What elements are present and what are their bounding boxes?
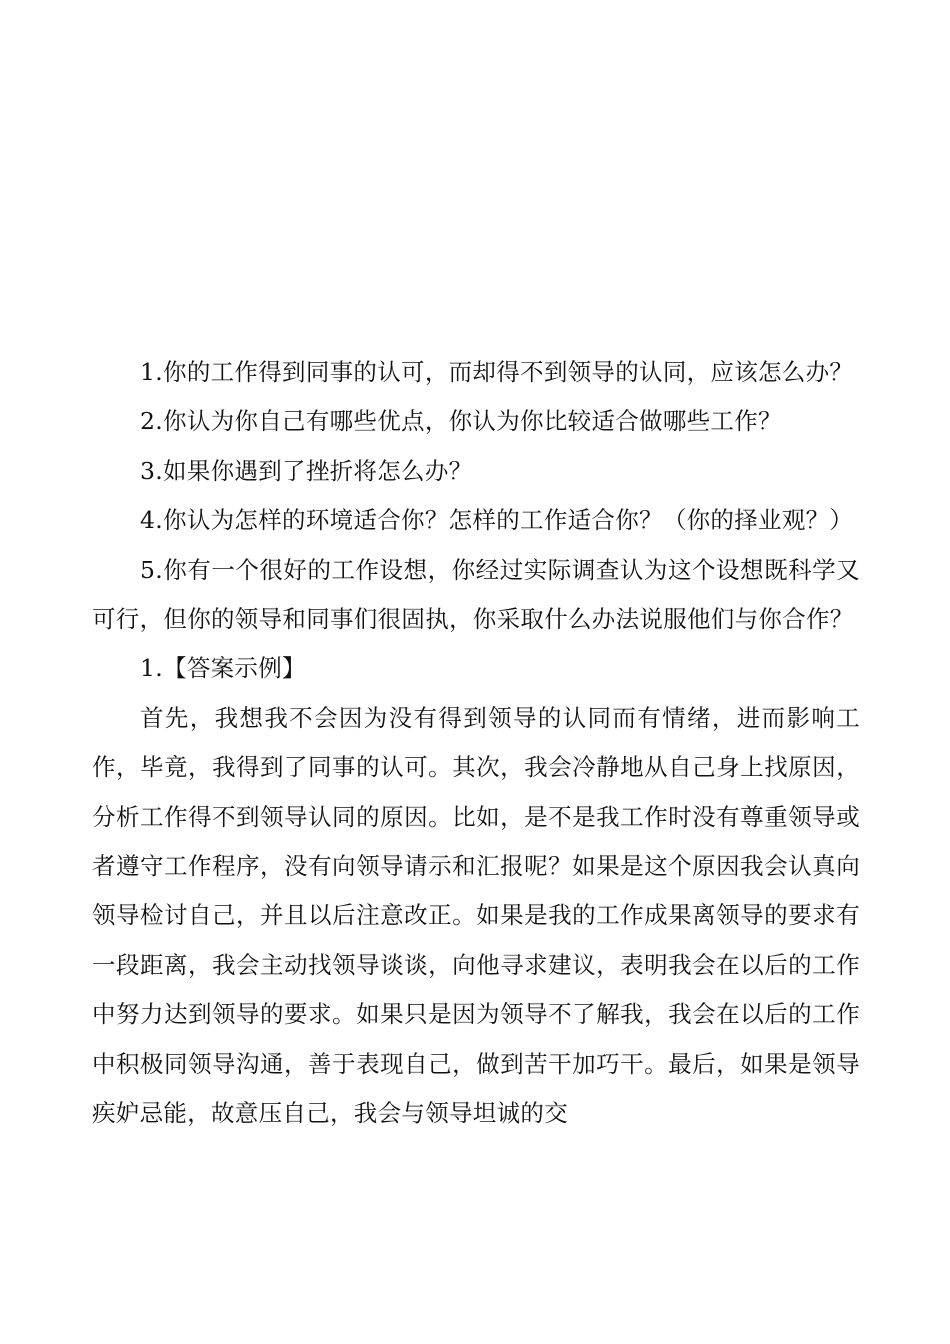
answer-heading: 1.【答案示例】 bbox=[140, 654, 306, 683]
question-2: 2.你认为你自己有哪些优点，你认为你比较适合做哪些工作？ bbox=[140, 407, 782, 436]
question-1: 1.你的工作得到同事的认可，而却得不到领导的认同，应该怎么办？ bbox=[140, 358, 854, 386]
question-3: 3.如果你遇到了挫折将怎么办？ bbox=[140, 456, 473, 485]
document-body bbox=[92, 348, 860, 1139]
question-5: 5.你有一个很好的工作设想，你经过实际调查认为这个设想既科学又可行，但你的领导和同事们很固执，你采取什么办法说服他们与你合作？ bbox=[92, 555, 860, 634]
answer-body: 首先，我想我不会因为没有得到领导的认同而有情绪，进而影响工作，毕竟，我得到了同事的认可。其次，我会冷静地从自己身上找原因，分析工作得不到领导认同的原因。比如，是不是我工作时没有尊重领导或者遵守工作程序，没有向领导请示和汇报呢？如果是这个原因我会认真向领导检讨自己，并且以后注意改正。如果是我的工作成果离领导的要求有一段距离，我会主动找领导谈谈，向他寻求建议，表明我会在以后的工作中努力达到领导的要求。如果只是因为领导不了解我，我会在以后的工作中积极同领导沟通，善于表现自己，做到苦干加巧干。最后，如果是领导疾妒忌能，故意压自己，我会与领导坦诚的交 bbox=[92, 703, 860, 1128]
question-4: 4.你认为怎样的环境适合你？怎样的工作适合你？（你的择业观？） bbox=[140, 506, 854, 535]
